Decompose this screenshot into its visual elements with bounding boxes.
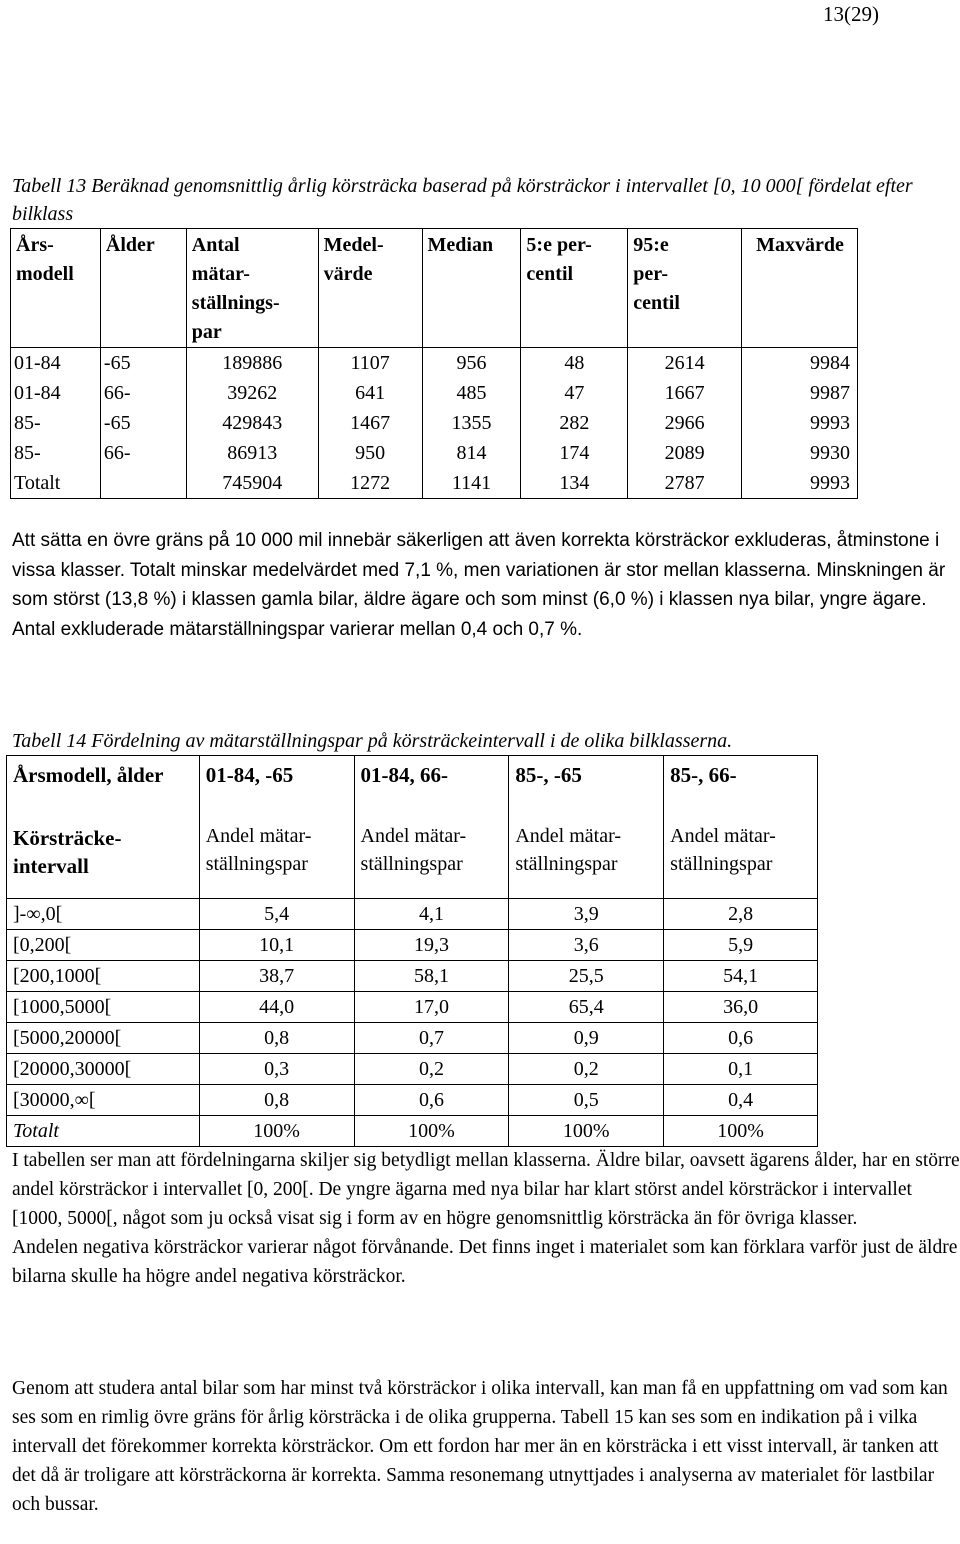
table-cell: 4,1 bbox=[354, 899, 509, 930]
table-cell: 485 bbox=[422, 378, 521, 408]
table-cell: 2089 bbox=[628, 438, 742, 468]
table13-header: Antal mätar- ställnings- par bbox=[186, 229, 318, 348]
table-row bbox=[7, 992, 818, 1023]
table14-subheader-row bbox=[7, 814, 818, 899]
table-cell: 641 bbox=[318, 378, 422, 408]
table-cell: 25,5 bbox=[509, 961, 664, 992]
table-cell: [30000,∞[ bbox=[7, 1085, 200, 1116]
table-cell: 134 bbox=[521, 468, 628, 499]
table-cell: 9993 bbox=[742, 468, 858, 499]
table-cell: 9930 bbox=[742, 438, 858, 468]
table-cell: 1141 bbox=[422, 468, 521, 499]
table-cell: -65 bbox=[100, 408, 186, 438]
table-cell: 47 bbox=[521, 378, 628, 408]
table-cell: 189886 bbox=[186, 348, 318, 379]
table13-header: Medel- värde bbox=[318, 229, 422, 348]
table14-subheader: Andel mätar- ställningspar bbox=[664, 814, 818, 899]
table-cell: 0,8 bbox=[199, 1023, 354, 1054]
table-cell: 1467 bbox=[318, 408, 422, 438]
page-number: 13(29) bbox=[823, 2, 879, 26]
table13-caption: Tabell 13 Beräknad genomsnittlig årlig körsträcka baserad på körsträckor i intervallet [0, 10 000[ fördelat efter bilklass bbox=[12, 175, 913, 225]
table13-header: Median bbox=[422, 229, 521, 348]
table13-header: 95:e per- centil bbox=[628, 229, 742, 348]
table-cell: 9984 bbox=[742, 348, 858, 379]
table-row bbox=[11, 348, 858, 379]
table-cell: 0,9 bbox=[509, 1023, 664, 1054]
table-cell: 0,1 bbox=[664, 1054, 818, 1085]
table-row bbox=[7, 899, 818, 930]
table-cell: 100% bbox=[664, 1116, 818, 1147]
table-cell: 2614 bbox=[628, 348, 742, 379]
table13 bbox=[10, 228, 858, 499]
paragraph: Andelen negativa körsträckor varierar något förvånande. Det finns inget i materialet som kan förklara varför just de äldre bilarna skulle ha högre andel negativa körsträckor. bbox=[12, 1237, 958, 1287]
paragraph: I tabellen ser man att fördelningarna skiljer sig betydligt mellan klasserna. Äldre bilar, oavsett ägarens ålder, har en större andel körsträckor i intervallet [0, 200[. De yngre ägarna med nya bilar har klart störst andel körsträckor i intervallet [1000, 5000[, något som ju också visat sig i form av en högre genomsnittlig körsträcka än för övriga klasser. bbox=[12, 1150, 960, 1229]
table-cell: 282 bbox=[521, 408, 628, 438]
paragraph-block bbox=[12, 1146, 960, 1291]
table-cell: 86913 bbox=[186, 438, 318, 468]
table-cell: 2787 bbox=[628, 468, 742, 499]
table-cell: 38,7 bbox=[199, 961, 354, 992]
table-cell: 2966 bbox=[628, 408, 742, 438]
table-cell: 174 bbox=[521, 438, 628, 468]
table14-header: 01-84, 66- bbox=[354, 756, 509, 815]
table-row bbox=[7, 1116, 818, 1147]
table-cell: 01-84 bbox=[11, 348, 101, 379]
table-row bbox=[7, 930, 818, 961]
table-cell: [20000,30000[ bbox=[7, 1054, 200, 1085]
table-row bbox=[11, 438, 858, 468]
table-cell: 85- bbox=[11, 408, 101, 438]
table14-subheader: Andel mätar- ställningspar bbox=[509, 814, 664, 899]
table-cell: [200,1000[ bbox=[7, 961, 200, 992]
table-row bbox=[7, 1023, 818, 1054]
table-cell: 19,3 bbox=[354, 930, 509, 961]
table-cell: Totalt bbox=[7, 1116, 200, 1147]
table-cell: 58,1 bbox=[354, 961, 509, 992]
table14-caption: Tabell 14 Fördelning av mätarställningspar på körsträckeintervall i de olika bilklasserna. bbox=[12, 730, 733, 752]
table-row bbox=[11, 408, 858, 438]
table-cell: 950 bbox=[318, 438, 422, 468]
table14-header: 85-, 66- bbox=[664, 756, 818, 815]
table-cell: ]-∞,0[ bbox=[7, 899, 200, 930]
table-cell: 429843 bbox=[186, 408, 318, 438]
table-cell: 1355 bbox=[422, 408, 521, 438]
table-cell: 85- bbox=[11, 438, 101, 468]
table-cell: 5,9 bbox=[664, 930, 818, 961]
table-cell: 9993 bbox=[742, 408, 858, 438]
table-cell: 39262 bbox=[186, 378, 318, 408]
table-cell: 3,6 bbox=[509, 930, 664, 961]
table14-header-row bbox=[7, 756, 818, 815]
table-cell: [0,200[ bbox=[7, 930, 200, 961]
table-cell: 2,8 bbox=[664, 899, 818, 930]
table-cell: 0,2 bbox=[354, 1054, 509, 1085]
table-row bbox=[11, 378, 858, 408]
table-cell: 1667 bbox=[628, 378, 742, 408]
table-cell: 100% bbox=[354, 1116, 509, 1147]
table-cell: 10,1 bbox=[199, 930, 354, 961]
table-cell: 0,4 bbox=[664, 1085, 818, 1116]
table14-subheader: Körsträcke- intervall bbox=[7, 814, 200, 899]
table14-header: 85-, -65 bbox=[509, 756, 664, 815]
table14-subheader: Andel mätar- ställningspar bbox=[354, 814, 509, 899]
table-row bbox=[7, 961, 818, 992]
table-cell: 9987 bbox=[742, 378, 858, 408]
table-cell: 0,6 bbox=[664, 1023, 818, 1054]
table-row bbox=[11, 468, 858, 499]
table-cell: 814 bbox=[422, 438, 521, 468]
paragraph: Genom att studera antal bilar som har minst två körsträckor i olika intervall, kan man få en uppfattning om vad som kan ses som en rimlig övre gräns för årlig körsträcka i de olika grupperna. Tabell 15 kan ses som en indikation på i vilka intervall det förekommer korrekta körsträckor. Om ett fordon har mer än en körsträcka i ett visst intervall, är tanken att det då är troligare att körsträckorna är korrekta. Samma resonemang utnyttjades i analyserna av materialet för lastbilar och bussar. bbox=[12, 1378, 948, 1515]
table-cell: 66- bbox=[100, 378, 186, 408]
table-row bbox=[7, 1054, 818, 1085]
table-cell: 100% bbox=[509, 1116, 664, 1147]
table-row bbox=[7, 1085, 818, 1116]
table-cell: 0,7 bbox=[354, 1023, 509, 1054]
table-cell: 956 bbox=[422, 348, 521, 379]
table-cell: 3,9 bbox=[509, 899, 664, 930]
table-cell: [1000,5000[ bbox=[7, 992, 200, 1023]
table13-header: Års- modell bbox=[11, 229, 101, 348]
table14-header: 01-84, -65 bbox=[199, 756, 354, 815]
table-cell: 1272 bbox=[318, 468, 422, 499]
table-cell: 65,4 bbox=[509, 992, 664, 1023]
table13-header: 5:e per- centil bbox=[521, 229, 628, 348]
table-cell: 1107 bbox=[318, 348, 422, 379]
table-cell: 54,1 bbox=[664, 961, 818, 992]
table-cell: 100% bbox=[199, 1116, 354, 1147]
table-cell: 66- bbox=[100, 438, 186, 468]
table-cell: 0,6 bbox=[354, 1085, 509, 1116]
table-cell: [5000,20000[ bbox=[7, 1023, 200, 1054]
table-cell: 17,0 bbox=[354, 992, 509, 1023]
table14-header: Årsmodell, ålder bbox=[7, 756, 200, 815]
table-cell: 36,0 bbox=[664, 992, 818, 1023]
table-cell: -65 bbox=[100, 348, 186, 379]
table-cell: 0,5 bbox=[509, 1085, 664, 1116]
table-cell: 01-84 bbox=[11, 378, 101, 408]
paragraph: Att sätta en övre gräns på 10 000 mil innebär säkerligen att även korrekta körsträckor exkluderas, åtminstone i vissa klasser. Totalt minskar medelvärdet med 7,1 %, men variationen är stor mellan klasserna. Minskningen är som störst (13,8 %) i klassen gamla bilar, äldre ägare och som minst (6,0 %) i klassen nya bilar, yngre ägare. Antal exkluderade mätarställningspar varierar mellan 0,4 och 0,7 %. bbox=[12, 530, 946, 640]
table-cell: 0,3 bbox=[199, 1054, 354, 1085]
table-cell: 745904 bbox=[186, 468, 318, 499]
table14-subheader: Andel mätar- ställningspar bbox=[199, 814, 354, 899]
table-cell: 44,0 bbox=[199, 992, 354, 1023]
table-cell bbox=[100, 468, 186, 499]
table-cell: 0,8 bbox=[199, 1085, 354, 1116]
table13-header: Maxvärde bbox=[742, 229, 858, 348]
table-cell: 0,2 bbox=[509, 1054, 664, 1085]
table13-header-row bbox=[11, 229, 858, 348]
table-cell: 5,4 bbox=[199, 899, 354, 930]
table-cell: Totalt bbox=[11, 468, 101, 499]
table13-header: Ålder bbox=[100, 229, 186, 348]
table14 bbox=[6, 755, 818, 1147]
table-cell: 48 bbox=[521, 348, 628, 379]
